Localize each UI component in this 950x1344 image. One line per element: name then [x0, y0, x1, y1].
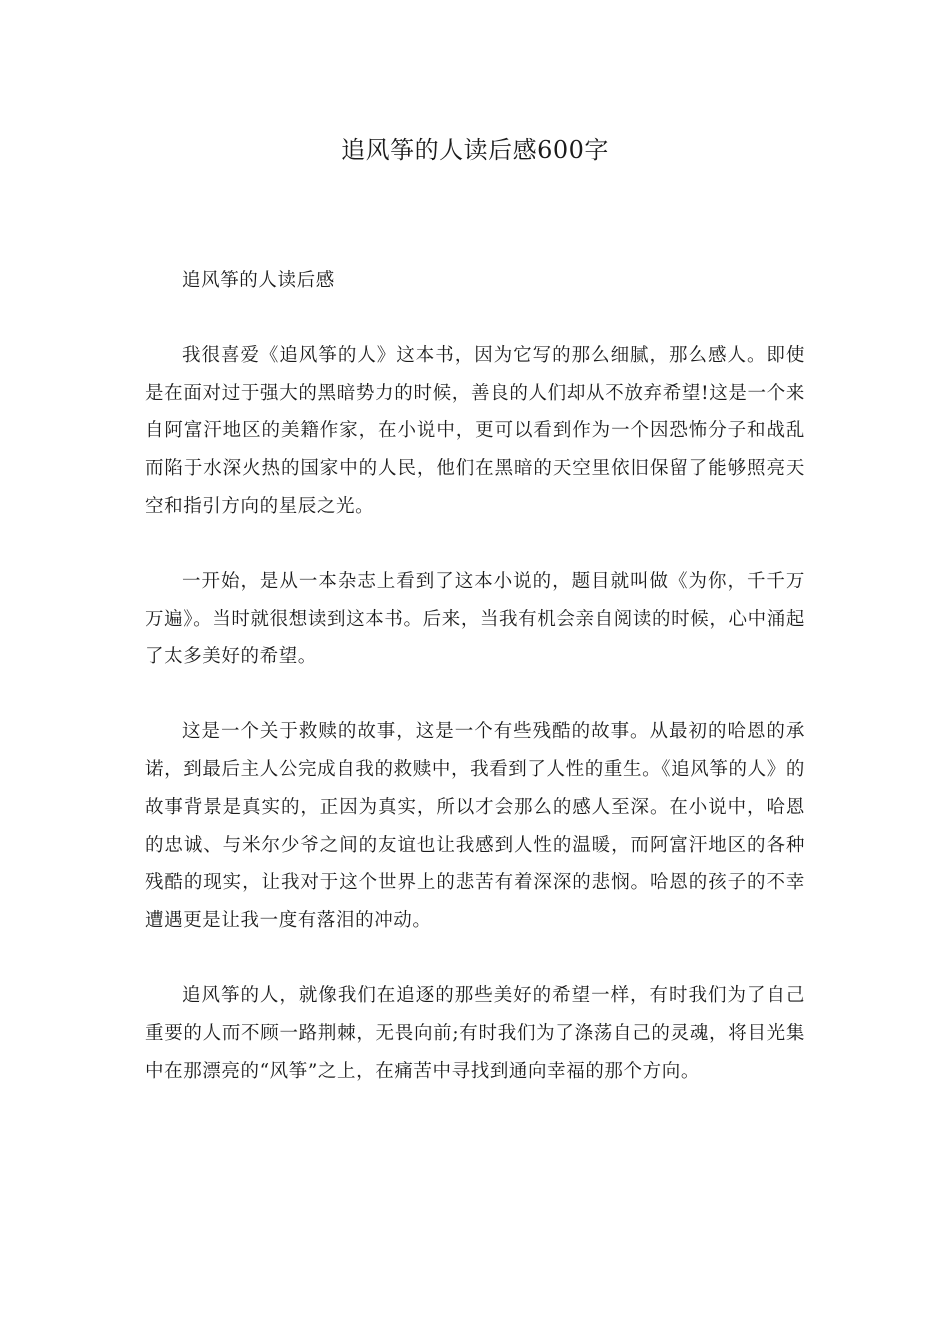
paragraph-1: 我很喜爱《追风筝的人》这本书，因为它写的那么细腻，那么感人。即使是在面对过于强大的黑暗势力的时候，善良的人们却从不放弃希望!这是一个来自阿富汗地区的美籍作家，在小说中，更可以看到作为一个因恐怖分子和战乱而陷于水深火热的国家中的人民，他们在黑暗的天空里依旧保留了能够照亮天空和指引方向的星辰之光。 — [145, 344, 805, 517]
paragraph-3: 这是一个关于救赎的故事，这是一个有些残酷的故事。从最初的哈恩的承诺，到最后主人公完成自我的救赎中，我看到了人性的重生。《追风筝的人》的故事背景是真实的，正因为真实，所以才会那么的感人至深。在小说中，哈恩的忠诚、与米尔少爷之间的友谊也让我感到人性的温暖，而阿富汗地区的各种残酷的现实，让我对于这个世界上的悲苦有着深深的悲悯。哈恩的孩子的不幸遭遇更是让我一度有落泪的冲动。 — [145, 721, 805, 932]
document-body — [145, 262, 805, 1090]
paragraph-2: 一开始，是从一本杂志上看到了这本小说的，题目就叫做《为你，千千万万遍》。当时就很想读到这本书。后来，当我有机会亲自阅读的时候，心中涌起了太多美好的希望。 — [145, 570, 805, 668]
section-subheading: 追风筝的人读后感 — [182, 270, 335, 291]
paragraph-4: 追风筝的人，就像我们在追逐的那些美好的希望一样，有时我们为了自己重要的人而不顾一路荆棘，无畏向前;有时我们为了涤荡自己的灵魂，将目光集中在那漂亮的“风筝”之上，在痛苦中寻找到通向幸福的那个方向。 — [145, 984, 805, 1082]
document-title: 追风筝的人读后感600字 — [341, 136, 609, 164]
